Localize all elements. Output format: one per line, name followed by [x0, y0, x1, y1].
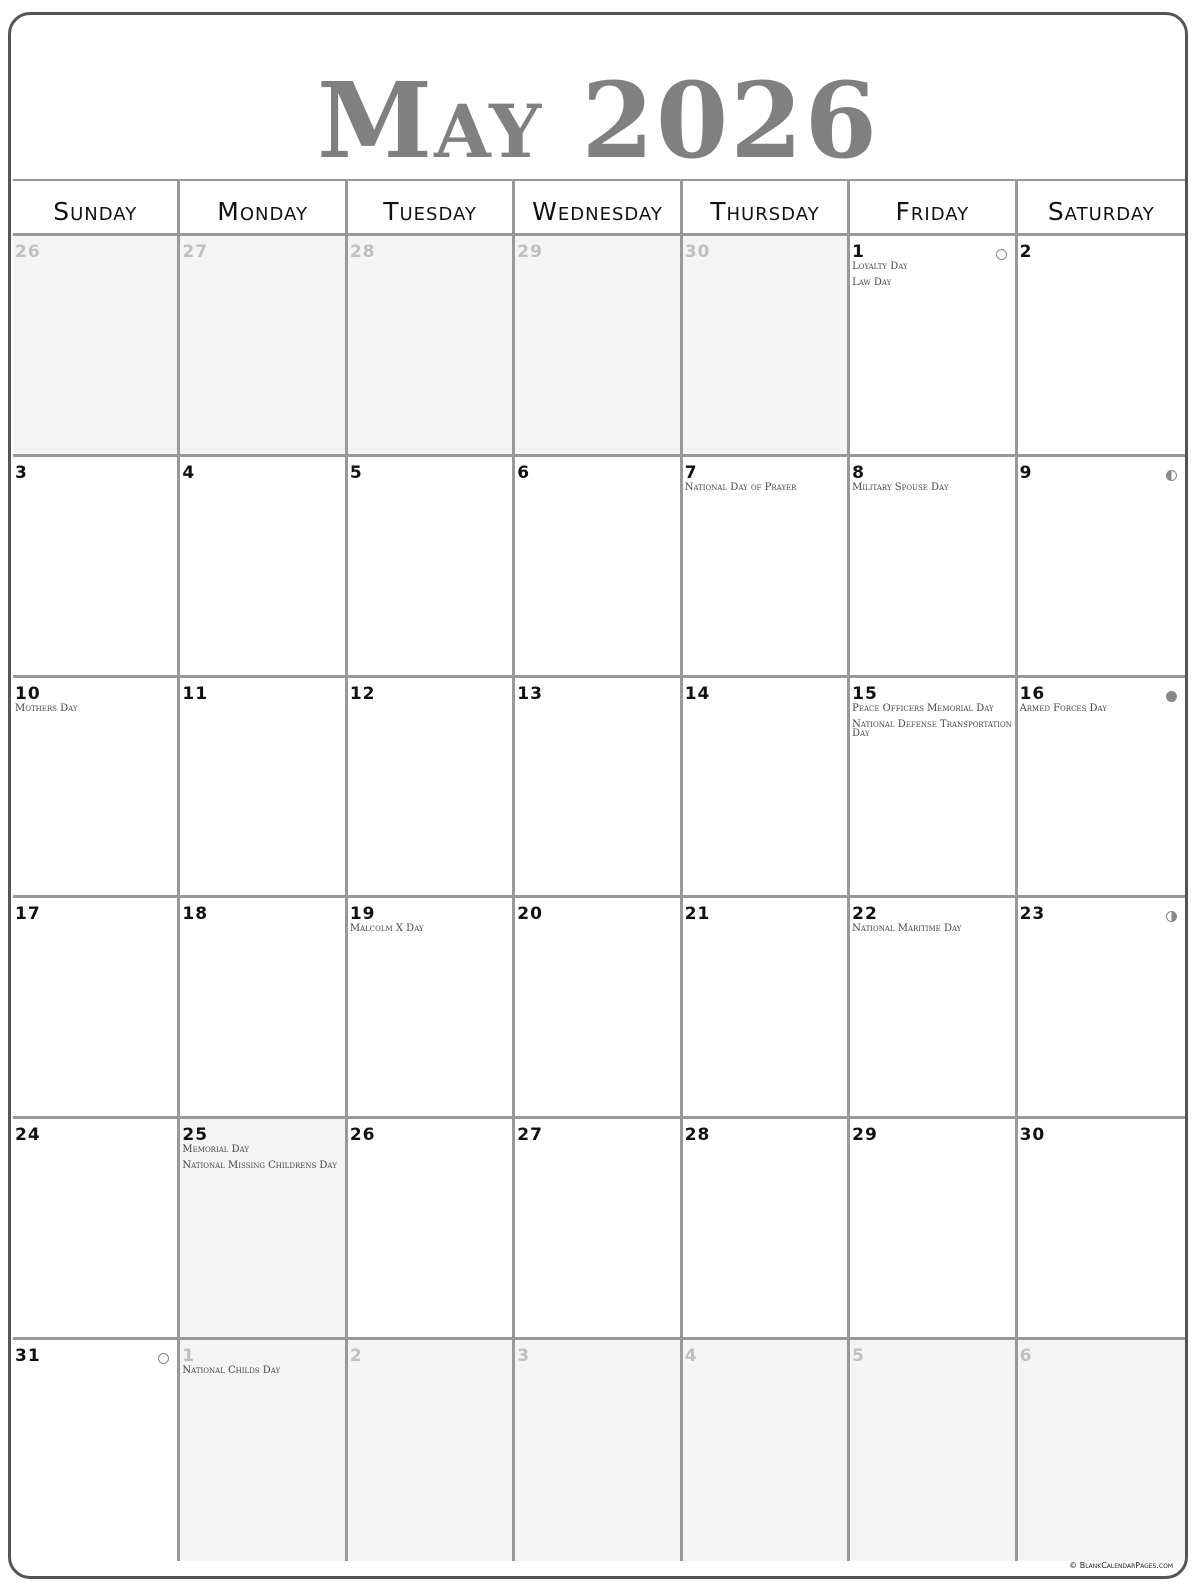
day-cell-outside-month [683, 236, 850, 457]
day-number: 24 [15, 1125, 41, 1146]
day-cell [13, 457, 180, 678]
day-number: 6 [1019, 1346, 1033, 1367]
day-number: 20 [517, 904, 543, 925]
day-cell-outside-month [1018, 1340, 1185, 1561]
day-cell [348, 457, 515, 678]
holiday-label: National Day of Prayer [684, 481, 797, 493]
day-cell [515, 898, 682, 1119]
day-cell [515, 678, 682, 899]
day-number: 3 [15, 462, 28, 483]
day-number: 28 [349, 242, 376, 262]
weekday-header [13, 179, 1185, 233]
day-cell [683, 898, 850, 1119]
day-cell [683, 678, 850, 899]
day-events [852, 924, 1012, 940]
day-cell [348, 678, 515, 899]
day-number: 26 [349, 1125, 376, 1146]
day-cell [1018, 898, 1185, 1119]
day-number: 9 [1019, 462, 1033, 483]
day-cell [1018, 457, 1185, 678]
holiday-label: Armed Forces Day [1019, 702, 1107, 714]
day-number: 15 [852, 683, 878, 704]
day-number: 27 [182, 242, 209, 262]
day-cell [850, 236, 1017, 457]
weekday-wednesday: Wednesday [515, 181, 682, 233]
day-number: 29 [517, 242, 543, 262]
holiday-label: National Missing Childrens Day [182, 1160, 337, 1172]
day-number: 28 [684, 1125, 711, 1146]
day-cell [683, 1119, 850, 1340]
day-number: 23 [1019, 904, 1046, 925]
day-cell [13, 898, 180, 1119]
day-events [852, 262, 1012, 294]
day-cell [850, 898, 1017, 1119]
calendar-title: May 2026 [317, 59, 879, 182]
day-number: 4 [182, 462, 196, 483]
day-cell [515, 457, 682, 678]
day-events [685, 483, 845, 499]
holiday-label: Loyalty Day [852, 261, 908, 272]
day-cell-outside-month [180, 1340, 347, 1561]
day-number: 1 [852, 242, 865, 262]
day-cell [180, 678, 347, 899]
day-number: 30 [684, 242, 711, 262]
day-cell-outside-month [348, 236, 515, 457]
day-events [852, 704, 1012, 745]
weekday-saturday: Saturday [1047, 196, 1155, 226]
day-cell [13, 1119, 180, 1340]
day-cell [850, 678, 1017, 899]
day-events [852, 483, 1012, 499]
day-cell [180, 898, 347, 1119]
day-cell-outside-month [515, 1340, 682, 1561]
day-number: 22 [852, 904, 878, 925]
new-moon-icon [1166, 691, 1177, 702]
day-events [182, 1145, 342, 1177]
day-cell [180, 1119, 347, 1340]
day-events [182, 1366, 342, 1382]
day-grid [13, 233, 1185, 1561]
day-number: 21 [684, 904, 711, 925]
day-number: 11 [182, 683, 209, 704]
day-number: 29 [852, 1125, 878, 1146]
day-cell [348, 898, 515, 1119]
day-number: 4 [684, 1346, 698, 1367]
day-cell-outside-month [13, 236, 180, 457]
holiday-label: Mothers Day [15, 702, 78, 714]
day-cell-outside-month [348, 1340, 515, 1561]
day-number: 18 [182, 904, 209, 925]
day-number: 3 [517, 1346, 531, 1367]
day-cell-outside-month [850, 1340, 1017, 1561]
day-number: 14 [684, 683, 711, 704]
day-cell [850, 457, 1017, 678]
holiday-label: National Maritime Day [852, 923, 962, 935]
day-cell-outside-month [515, 236, 682, 457]
day-events [1020, 704, 1183, 720]
day-events [350, 924, 510, 940]
day-cell [850, 1119, 1017, 1340]
weekday-tuesday: Tuesday [348, 181, 515, 233]
full-moon-icon [996, 249, 1007, 260]
calendar-page [8, 12, 1188, 1579]
day-cell-outside-month [683, 1340, 850, 1561]
day-number: 2 [1019, 242, 1033, 262]
first-quarter-moon-icon [1166, 911, 1177, 922]
day-cell [13, 1340, 180, 1561]
day-number: 30 [1019, 1125, 1046, 1146]
day-number: 25 [182, 1125, 209, 1146]
weekday-thursday: Thursday [683, 181, 850, 233]
day-number: 19 [349, 904, 376, 925]
day-events [15, 704, 175, 720]
day-cell [1018, 1119, 1185, 1340]
holiday-label: Military Spouse Day [852, 481, 949, 493]
day-number: 31 [15, 1346, 41, 1367]
day-number: 8 [852, 462, 865, 483]
holiday-label: Peace Officers Memorial Day [852, 702, 994, 714]
day-cell [683, 457, 850, 678]
day-number: 5 [349, 462, 363, 483]
day-number: 26 [15, 242, 41, 262]
day-number: 5 [852, 1346, 865, 1367]
day-cell-outside-month [180, 236, 347, 457]
footer-credit: © BlankCalendarPages.com [1069, 1561, 1173, 1570]
day-cell [515, 1119, 682, 1340]
holiday-label: National Childs Day [182, 1365, 281, 1377]
day-cell [180, 457, 347, 678]
last-quarter-moon-icon [1166, 470, 1177, 481]
day-cell [348, 1119, 515, 1340]
holiday-label: National Defense Transportation Day [852, 718, 1012, 739]
day-number: 12 [349, 683, 376, 704]
holiday-label: Memorial Day [182, 1144, 250, 1156]
day-number: 10 [15, 683, 41, 704]
weekday-monday: Monday [180, 181, 347, 233]
holiday-label: Law Day [852, 277, 892, 288]
weekday-friday: Friday [850, 181, 1017, 233]
weekday-sunday: Sunday [13, 181, 180, 233]
day-number: 16 [1019, 683, 1046, 704]
day-cell [1018, 678, 1185, 899]
day-cell [13, 678, 180, 899]
day-number: 1 [182, 1346, 196, 1367]
day-number: 6 [517, 462, 531, 483]
day-number: 2 [349, 1346, 363, 1367]
full-moon-icon [158, 1353, 169, 1364]
day-number: 13 [517, 683, 543, 704]
holiday-label: Malcolm X Day [349, 923, 424, 935]
day-number: 27 [517, 1125, 543, 1146]
day-cell [1018, 236, 1185, 457]
day-number: 7 [684, 462, 698, 483]
day-number: 17 [15, 904, 41, 925]
